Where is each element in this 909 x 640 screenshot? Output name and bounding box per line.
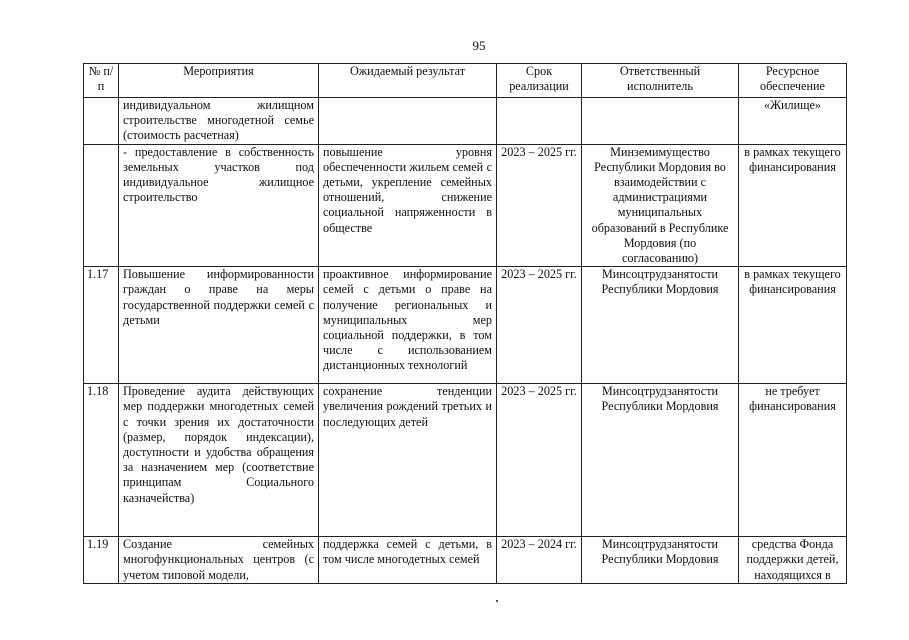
cell-term <box>497 98 582 145</box>
page-number: 95 <box>472 38 486 53</box>
table-row <box>84 144 847 267</box>
cell-executor: Минсоцтрудзанятости Республики Мордовия <box>582 384 739 537</box>
cell-executor <box>582 98 739 145</box>
header-result: Ожидаемый результат <box>319 64 497 98</box>
cell-event: Создание семейных многофункциональных центров (с учетом типовой модели, <box>119 537 319 584</box>
cell-event: Повышение информированности граждан о праве на меры государственной поддержки семей с детьми <box>119 267 319 384</box>
cell-term: 2023 – 2024 гг. <box>497 537 582 584</box>
cell-resource: в рамках текущего финансирования <box>739 267 847 384</box>
cell-result: сохранение тенденции увеличения рождений третьих и последующих детей <box>319 384 497 537</box>
header-event: Мероприятия <box>119 64 319 98</box>
cell-term: 2023 – 2025 гг. <box>497 267 582 384</box>
cell-event: Проведение аудита действующих мер поддержки многодетных семей с точки зрения их достаточности (размер, порядок индексации), доступности и удобства обращения за назначением мер (соответствие принципам Социального казначейства) <box>119 384 319 537</box>
cell-event: индивидуальном жилищном строительстве многодетной семье (стоимость расчетная) <box>119 98 319 145</box>
cell-num <box>84 98 119 145</box>
cell-term: 2023 – 2025 гг. <box>497 144 582 267</box>
cell-term: 2023 – 2025 гг. <box>497 384 582 537</box>
table-row <box>84 98 847 145</box>
cell-executor: Минсоцтрудзанятости Республики Мордовия <box>582 537 739 584</box>
cell-num: 1.17 <box>84 267 119 384</box>
cell-event: - предоставление в собственность земельных участков под индивидуальное жилищное строительство <box>119 144 319 267</box>
table-row <box>84 267 847 384</box>
cell-result: поддержка семей с детьми, в том числе многодетных семей <box>319 537 497 584</box>
measures-table <box>83 63 847 584</box>
cell-num <box>84 144 119 267</box>
cell-result <box>319 98 497 145</box>
header-executor: Ответственный исполнитель <box>582 64 739 98</box>
cell-result: повышение уровня обеспеченности жильем семей с детьми, укрепление семейных отношений, снижение социальной напряженности в обществе <box>319 144 497 267</box>
cell-executor: Минсоцтрудзанятости Республики Мордовия <box>582 267 739 384</box>
scan-dot <box>496 600 498 602</box>
header-num: № п/п <box>84 64 119 98</box>
cell-resource: средства Фонда поддержки детей, находящихся в <box>739 537 847 584</box>
cell-resource: в рамках текущего финансирования <box>739 144 847 267</box>
header-term: Срок реализации <box>497 64 582 98</box>
cell-result: проактивное информирование семей с детьми о праве на получение региональных и муниципальных мер социальной поддержки, в том числе с использованием дистанционных технологий <box>319 267 497 384</box>
header-resource: Ресурсное обеспечение <box>739 64 847 98</box>
table-header-row <box>84 64 847 98</box>
table-row <box>84 537 847 584</box>
cell-num: 1.19 <box>84 537 119 584</box>
table-row <box>84 384 847 537</box>
cell-resource: не требует финансирования <box>739 384 847 537</box>
cell-resource: «Жилище» <box>739 98 847 145</box>
cell-num: 1.18 <box>84 384 119 537</box>
cell-executor: Минземимущество Республики Мордовия во взаимодействии с администрациями муниципальных образований в Республике Мордовия (по согласованию) <box>582 144 739 267</box>
